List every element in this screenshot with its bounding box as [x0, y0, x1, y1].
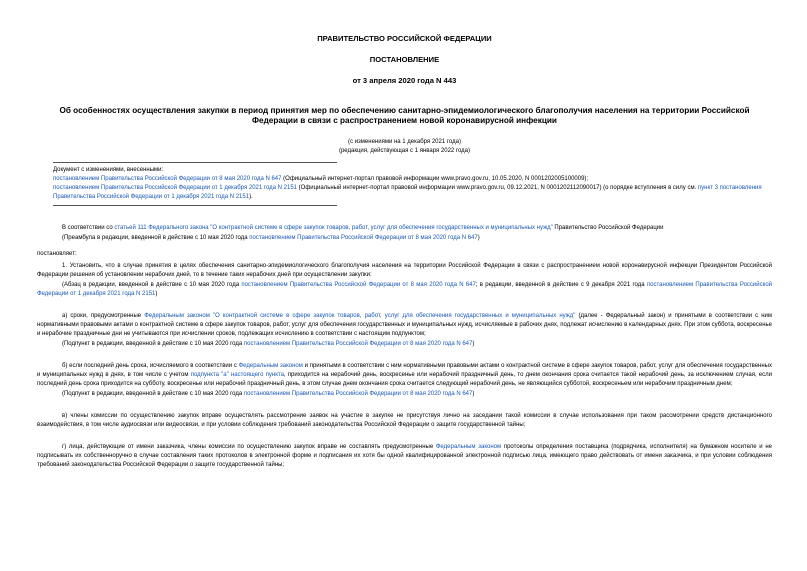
date-number-heading: от 3 апреля 2020 года N 443 [352, 76, 457, 85]
note-text: (Преамбула в редакции, введенной в действие с 10 мая 2020 года [62, 235, 250, 241]
amendments-intro: Документ с изменениями, внесенными: [53, 167, 164, 173]
preamble-note [37, 234, 772, 243]
law-article-link[interactable]: статьей 111 Федерального закона "О контрактной системе в сфере закупок товаров, работ, услуг для обеспечения государственных и муниципальных нужд" [114, 225, 553, 231]
preamble [37, 224, 772, 233]
note-text: (Подпункт в редакции, введенной в действие с 10 мая 2020 года [62, 341, 244, 347]
note-text-mid: ; в редакции, введенной в действие с 9 декабря 2021 года [475, 282, 647, 288]
amendment-text: (Официальный интернет-портал правовой информации www.pravo.gov.ru, 10.05.2020, N 0001202005100009); [281, 176, 589, 182]
document-page [37, 0, 772, 470]
subparagraph-text-end: (далее - Федеральный закон) и принятыми в соответствии с ним нормативными правовыми актами о контрактной системе в сфере закупок товаров, работ, услуг для обеспечения государственных и муниципальных нужд, исчисляемые в рабочих днях, подлежат исчислению в календарных днях. При этом суббота, воскресенье и нерабочие праздничные дни не учитываются при исчислении сроков, подлежащих исчислению в соответствии с настоящим подпунктом; [37, 313, 773, 337]
subparagraph-a-link[interactable]: подпункта "а" настоящего пункта [190, 372, 284, 378]
preamble-text-end: Правительство Российской Федерации [552, 225, 664, 231]
subparagraph-b-note [37, 390, 772, 399]
note-link[interactable]: постановлением Правительства Российской Федерации от 8 мая 2020 года N 647 [241, 282, 476, 288]
amendment-link[interactable]: постановлением Правительства Российской Федерации от 1 декабря 2021 года N 2151 [53, 185, 297, 191]
subparagraph-b [37, 362, 772, 389]
edition-effective: (редакция, действующая с 1 января 2022 года) [338, 148, 471, 154]
note-text: (Подпункт в редакции, введенной в действие с 10 мая 2020 года [62, 391, 244, 397]
note-link[interactable]: постановлением Правительства Российской Федерации от 8 мая 2020 года N 647 [249, 235, 478, 241]
subparagraph-text: г) лица, действующие от имени заказчика, члены комиссии по осуществлению закупок вправе не составлять предусмотренные [62, 444, 436, 450]
subparagraph-a [37, 312, 772, 339]
note-link[interactable]: постановлением Правительства Российской Федерации от 8 мая 2020 года N 647 [243, 341, 473, 347]
paragraph-1: 1. Установить, что в случае принятия в целях обеспечения санитарно-эпидемиологического благополучия населения на территории Российской Федерации в связи с распространением новой коронавирусной инфекции Президентом Российской Федерации решения об установлении нерабочих дней, то в течение таких нерабочих дней при осуществлении закупки: [37, 263, 772, 278]
amendment-text: (Официальный интернет-портал правовой информации www.pravo.gov.ru, 09.12.2021, N 0001202112090017) (о порядке вступления в силу см. [297, 185, 698, 191]
document-type-heading: ПОСТАНОВЛЕНИЕ [369, 55, 440, 64]
note-text-end: ) [155, 291, 158, 297]
federal-law-link[interactable]: Федеральным законом [435, 444, 502, 450]
subparagraph-text: б) если последний день срока, исчисляемого в соответствии с [62, 363, 239, 369]
amendment-link[interactable]: постановлением Правительства Российской Федерации от 8 мая 2020 года N 647 [53, 176, 282, 182]
note-text-end: ) [477, 235, 480, 241]
subparagraph-a-note [37, 340, 772, 349]
subparagraph-v: в) члены комиссии по осуществлению закупок вправе осуществлять рассмотрение заявок на участие в закупке не присутствуя лично на заседании такой комиссии в случае использования при таком рассмотрении средств дистанционного взаимодействия, в том числе аудиосвязи или видеосвязи, и при условии соблюдения требований законодательства Российской Федерации о защите государственной тайны; [37, 413, 772, 428]
edition-changed: (с изменениями на 1 декабря 2021 года) [348, 139, 461, 145]
paragraph-1-note [37, 281, 772, 299]
subparagraph-text-mid: и принятыми в соответствии с ним нормативными правовыми актами о контрактной системе в сфере закупок товаров, работ, услуг для обеспечения государственных и муниципальных нужд в днях, в том числе с учетом [37, 363, 772, 378]
note-link[interactable]: постановлением Правительства Российской Федерации от 8 мая 2020 года N 647 [243, 391, 473, 397]
document-title: Об особенностях осуществления закупки в период принятия мер по обеспечению санитарно-эпидемиологического благополучия населения на территории Российской Федерации в связи с распространением новой коронавирусной инфекции [59, 106, 750, 125]
subparagraph-text-end: , приходится на нерабочий день, воскресенье или нерабочий праздничный день, то днем окончания срока считается такой нерабочий день, за исключением случая, если последний день срока приходится на субботу, воскресенье или нерабочий праздничный день, в этом случае днем окончания срока считается следующий нерабочий день, не являющийся субботой, воскресеньем или нерабочим праздничным днем; [37, 372, 772, 387]
subparagraph-g [37, 443, 772, 470]
amendment-item [53, 175, 772, 184]
amendments-block [37, 166, 772, 202]
subparagraph-text-end: протоколы определения поставщика (подрядчика, исполнителя) на бумажном носителе и не подписывать их собственноручно в случае составления таких протоколов в электронной форме и подписания их хотя бы одной квалифицированной электронной подписью лица, имеющего право действовать от имени заказчика, и при условии соблюдения требований законодательства Российской Федерации о защите государственной тайны; [37, 444, 772, 468]
note-text-end: ) [472, 341, 475, 347]
note-text: (Абзац в редакции, введенной в действие с 10 мая 2020 года [62, 282, 242, 288]
amendment-clause-link[interactable]: пункт 3 постановления Правительства Российской Федерации от 1 декабря 2021 года N 2151 [53, 185, 762, 200]
preamble-text: В соответствии со [62, 225, 115, 231]
note-text-end: ) [472, 391, 475, 397]
federal-law-link[interactable]: Федеральным законом "О контрактной системе в сфере закупок товаров, работ, услуг для обеспечения государственных и муниципальных нужд" [144, 313, 576, 319]
subparagraph-text: а) сроки, предусмотренные [62, 313, 145, 319]
note-link-2[interactable]: постановлением Правительства Российской Федерации от 1 декабря 2021 года N 2151 [37, 282, 773, 297]
federal-law-link[interactable]: Федеральным законом [238, 363, 303, 369]
government-heading: ПРАВИТЕЛЬСТВО РОССИЙСКОЙ ФЕДЕРАЦИИ [317, 34, 492, 43]
divider-top [53, 162, 337, 163]
decree-word: постановляет: [37, 251, 77, 257]
amendment-tail: ). [249, 194, 253, 200]
amendment-item [53, 184, 772, 202]
